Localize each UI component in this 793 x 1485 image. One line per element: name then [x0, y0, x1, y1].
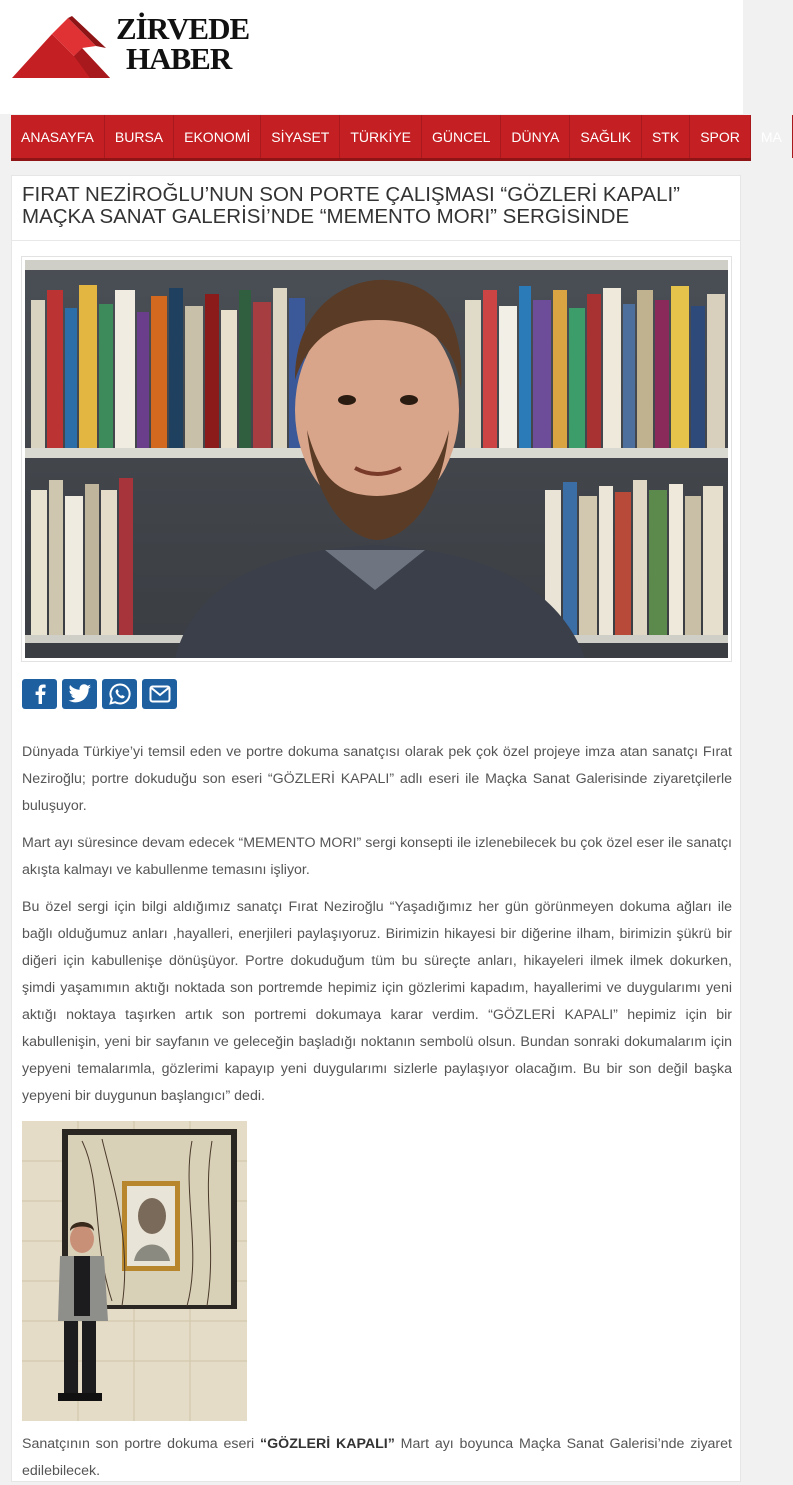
- twitter-share-button[interactable]: [62, 679, 97, 709]
- whatsapp-share-button[interactable]: [102, 679, 137, 709]
- nav-wrapper: [0, 114, 782, 164]
- article-title: FIRAT NEZİROĞLU’NUN SON PORTE ÇALIŞMASI “GÖZLERİ KAPALI” MAÇKA SANAT GALERİSİ’NDE “MEMENTO MORI” SERGİSİNDE: [22, 183, 681, 228]
- caption-artwork-title: “GÖZLERİ KAPALI”: [260, 1436, 395, 1452]
- whatsapp-icon: [109, 683, 131, 705]
- nav-item-stk[interactable]: STK: [642, 115, 690, 158]
- nav-item-bursa[interactable]: BURSA: [105, 115, 174, 158]
- nav-item-siyaset[interactable]: SİYASET: [261, 115, 340, 158]
- logo-mountain-icon: [12, 16, 112, 78]
- logo-line2: HABER: [126, 41, 232, 76]
- twitter-icon: [68, 684, 92, 704]
- hero-portrait-image: [25, 260, 728, 658]
- gallery-photo-image: [22, 1121, 247, 1421]
- article-paragraph-3: Bu özel sergi için bilgi aldığımız sanatçı Fırat Neziroğlu “Yaşadığımız her gün görünmeyen dokuma ağları ile bağlı olduğumuz anları ,hayalleri, enerjileri paylaşıyoruz. Birimizin hikayesi bir diğerine ilham, birimizin şükrü bir diğeri için kabullenişe dönüşüyor. Portre dokuduğum tüm bu süreçte anları, hikayeleri ilmek ilmek dokurken, şimdi yaşamımın aktığı noktada son portremde hepimiz için gözlerimi kapadım, hayallerimi ve duygularımı yeni aktığı noktaya taşırken artık son portremi dokumaya karar verdim. “GÖZLERİ KAPALI” hepimiz için bir kabullenişin, yeni bir sayfanın ve geleceğin başladığı noktanın sembolü olsun. Bundan sonraki dokumalarım için yepyeni temalarımla, gözlerimi kapayıp yeni duygularımı sizlerle paylaşıyor olacağım. Bu bir son değil başka yepyeni bir duygunun başlangıcı” dedi.: [22, 899, 732, 1104]
- share-bar: [22, 679, 177, 709]
- facebook-icon: [32, 684, 48, 704]
- article-paragraph-1: Dünyada Türkiye’yi temsil eden ve portre dokuma sanatçısı olarak pek çok özel projeye imza atan sanatçı Fırat Neziroğlu; portre dokuduğu son eseri “GÖZLERİ KAPALI” adlı eseri ile Maçka Sanat Galerisinde ziyaretçilerle buluşuyor.: [22, 744, 732, 814]
- nav-item-dunya[interactable]: DÜNYA: [501, 115, 570, 158]
- article-paragraph-2: Mart ayı süresince devam edecek “MEMENTO MORI” sergi konsepti ile izlenebilecek bu çok özel eser ile sanatçı akışta kalmayı ve kabullenme temasını işliyor.: [22, 835, 732, 878]
- caption-suffix: Mart ayı boyunca Maçka Sanat Galerisi’nde ziyaret edilebilecek.: [22, 1436, 732, 1479]
- hero-image-frame: [21, 256, 732, 662]
- logo-line1: ZİRVEDE: [116, 11, 250, 46]
- logo-text: [116, 11, 250, 76]
- site-header: [0, 0, 743, 114]
- article-card: [11, 175, 741, 1482]
- main-nav: [11, 115, 782, 161]
- email-share-button[interactable]: [142, 679, 177, 709]
- nav-item-ekonomi[interactable]: EKONOMİ: [174, 115, 261, 158]
- caption-prefix: Sanatçının son portre dokuma eseri: [22, 1436, 261, 1452]
- nav-item-turkiye[interactable]: TÜRKİYE: [340, 115, 422, 158]
- title-divider: [12, 240, 740, 241]
- photo-caption: [22, 1431, 732, 1485]
- site-logo[interactable]: [12, 11, 252, 80]
- nav-item-anasayfa[interactable]: ANASAYFA: [11, 115, 105, 158]
- nav-item-guncel[interactable]: GÜNCEL: [422, 115, 501, 158]
- nav-item-magazin[interactable]: MA: [751, 115, 793, 158]
- article-body: [22, 739, 732, 1120]
- nav-item-spor[interactable]: SPOR: [690, 115, 751, 158]
- nav-item-saglik[interactable]: SAĞLIK: [570, 115, 642, 158]
- email-icon: [149, 685, 171, 703]
- facebook-share-button[interactable]: [22, 679, 57, 709]
